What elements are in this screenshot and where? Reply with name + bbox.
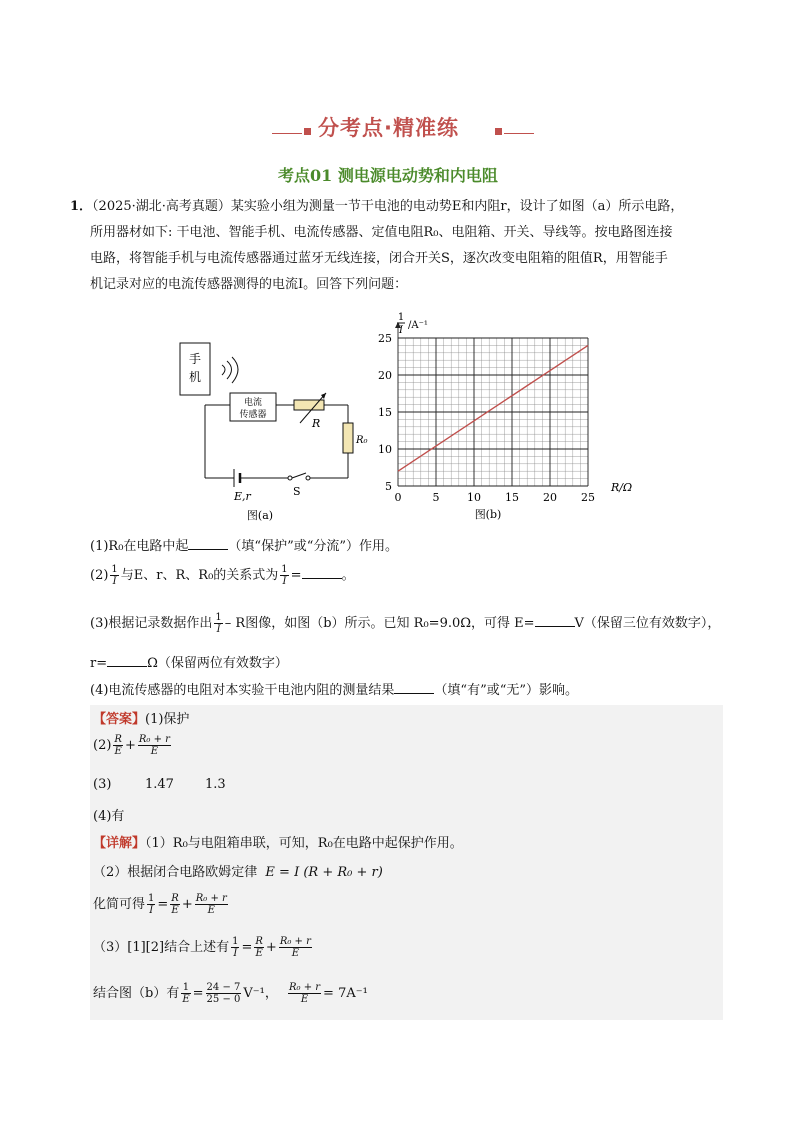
sub-question-2 [90,564,355,587]
d4-frac-r0r-over-e: $\frac{\text{R₀ + r}}{E}$ [279,936,311,959]
answer-line-3 [93,777,226,792]
chart-tick-labels [378,332,595,504]
detail-line-5: 结合图（b）有 $\frac{1}{E}$ = $\frac{24 - 7}{25 - 0}$ V⁻¹， $\frac{\text{R₀ + r}}{E}$ = 7A⁻¹ [93,982,368,1005]
question-line1-text: 某实验小组为测量一节干电池的电动势E和内阻r，设计了如图（a）所示电路， [230,199,684,214]
q2-eq: = [290,568,302,583]
figure-a-caption: 图(a) [246,509,274,522]
battery-label: E,r [234,490,251,503]
detail-4: （3）[1][2]结合上述有 [93,940,230,955]
sub-question-3-cont [90,652,288,671]
q2-frac-1-over-i: $\frac{1}{I}$ [111,564,118,587]
d5-frac-24-7-over-25-0: $\frac{24 - 7}{25 - 0}$ [206,982,241,1005]
q3-text-d: r= [90,656,108,671]
q4-text-b: （填“有”或“无”）影响。 [434,683,579,698]
chart-y-tick-label: 5 [385,480,392,493]
section-subtitle: 考点01 测电源电动势和内电阻 [278,166,498,185]
page-title: 分考点·精准练 [318,116,459,140]
sub-question-4 [90,679,578,698]
question-source: （2025·湖北·高考真题） [92,199,231,214]
answer-1: (1)保护 [145,712,190,727]
chart-major-grid [395,322,588,486]
chart-y-tick-label: 15 [378,406,392,419]
chart-x-tick-label: 20 [543,491,557,504]
chart-x-tick-label: 5 [432,491,440,504]
sub-question-1 [90,535,398,554]
wireless-signal-icon [222,357,238,383]
switch-blade [292,473,306,478]
chart-x-tick-label: 10 [467,491,481,504]
sub-question-3 [90,612,720,635]
d5-frac-r0r-over-e: $\frac{\text{R₀ + r}}{E}$ [288,982,321,1005]
q3-frac-1-over-i: $\frac{1}{I}$ [215,612,222,635]
sensor-label-1: 电流 [243,398,263,408]
detail-2: （2）根据闭合电路欧姆定律 [93,865,258,880]
sensor-label-2: 传感器 [239,410,267,420]
q3-text-c: V（保留三位有效数字）， [574,616,721,631]
q3-text-a: (3)根据记录数据作出 [90,616,213,631]
d5-eq7: = 7A⁻¹ [323,986,368,1001]
chart-ylabel-num: 1 [397,312,405,323]
d5-vinv: V⁻¹， [243,986,278,1001]
phone-box [180,343,210,395]
chart-y-tick-label: 20 [378,369,392,382]
detail-line-1 [93,832,463,851]
question-number: 1． [70,199,93,214]
q2-text-b: 与E、r、R、R₀的关系式为 [120,568,279,583]
chart-x-tick-label: 25 [581,491,595,504]
detail-1: （1）R₀与电阻箱串联，可知，R₀在电路中起保护作用。 [145,836,463,851]
answer-3-value-2: 1.3 [205,777,226,792]
question-line-4: 机记录对应的电流传感器测得的电流I。回答下列问题： [90,277,408,292]
question-line-2: 所用器材如下: 干电池、智能手机、电流传感器、定值电阻R₀、电阻箱、开关、导线等。按电路图连接 [90,225,673,240]
chart-ylabel-den: I [399,325,403,336]
answer-tag: 【答案】 [93,712,146,727]
switch-right-contact [306,476,310,480]
chart-ylabel-unit: /A⁻¹ [408,320,428,331]
q4-blank[interactable] [394,681,434,694]
q2-end: 。 [341,568,355,583]
chart-series [398,345,588,471]
chart-y-tick-label: 25 [378,332,392,345]
chart-y-tick-label: 10 [378,443,392,456]
answer-2-frac-r0r-over-e: $\frac{\text{R₀ + r}}{E}$ [138,734,170,757]
phone-label-2: 机 [188,370,202,384]
answer-3-label: (3) [93,777,112,792]
detail-3: 化简可得 [93,897,146,912]
chart-xlabel: R/Ω [611,481,633,494]
answer-line-1 [93,708,189,727]
header-right-square [495,128,502,135]
d3-frac-r-over-e: $\frac{R}{E}$ [171,893,179,916]
switch-label: S [293,485,301,498]
answer-2-prefix: (2) [93,738,112,753]
d4-frac-r-over-e: $\frac{R}{E}$ [255,936,263,959]
chart-x-tick-label: 0 [394,491,402,504]
q3-text-e: Ω（保留两位有效数字） [147,656,288,671]
detail-tag: 【详解】 [93,836,146,851]
q2-text-a: (2) [90,568,109,583]
q1-blank[interactable] [188,537,228,550]
switch-left-contact [288,476,292,480]
phone-label-1: 手 [188,352,202,366]
detail-line-2 [93,861,383,880]
d3-frac-r0r-over-e: $\frac{\text{R₀ + r}}{E}$ [195,893,227,916]
chart-x-tick-label: 15 [505,491,519,504]
circuit-diagram [170,335,370,525]
question-line-3: 电路，将智能手机与电流传感器通过蓝牙无线连接，闭合开关S，逐次改变电阻箱的阻值R，用智能手 [90,251,668,266]
d4-frac-1-over-i: $\frac{1}{I}$ [232,936,239,959]
answer-line-4: (4)有 [93,809,125,824]
resistance-label: R [312,417,321,430]
answer-3-value-1: 1.47 [145,777,174,792]
fixed-resistor-r0 [343,423,353,453]
q2-frac-1-over-i-2: $\frac{1}{I}$ [281,564,288,587]
r0-label: R₀ [356,435,368,446]
q1-text-b: （填“保护”或“分流”）作用。 [228,539,399,554]
detail-5: 结合图（b）有 [93,986,180,1001]
detail-2-formula: E = I (R + R₀ + r) [265,865,383,880]
detail-line-4: （3）[1][2]结合上述有 $\frac{1}{I}$ = $\frac{R}{E}$ + $\frac{\text{R₀ + r}}{E}$ [93,936,311,959]
answer-2-frac-r-over-e: $\frac{R}{E}$ [114,734,122,757]
question-line-1 [70,194,683,220]
d5-frac-1-over-e: $\frac{1}{E}$ [182,982,190,1005]
q1-text-a: (1)R₀在电路中起 [90,539,189,554]
answer-line-2: (2) $\frac{R}{E}$ + $\frac{\text{R₀ + r}}{E}$ [93,734,170,757]
detail-line-3: 化简可得 $\frac{1}{I}$ = $\frac{R}{E}$ + $\frac{\text{R₀ + r}}{E}$ [93,893,227,916]
chart-b [368,308,648,526]
header-left-line [272,133,302,134]
q3-text-b: – R图像，如图（b）所示。已知 R₀=9.0Ω，可得 E= [224,616,535,631]
q3-blank-r[interactable] [107,654,147,667]
chart-series-line [398,345,588,471]
resistance-box [294,400,324,410]
header-right-line [504,133,534,134]
chart-caption: 图(b) [474,508,502,521]
q2-blank[interactable] [302,566,342,579]
d3-frac-1-over-i: $\frac{1}{I}$ [148,893,155,916]
q4-text-a: (4)电流传感器的电阻对本实验干电池内阻的测量结果 [90,683,395,698]
q3-blank-e[interactable] [535,614,575,627]
header-left-square [304,128,311,135]
